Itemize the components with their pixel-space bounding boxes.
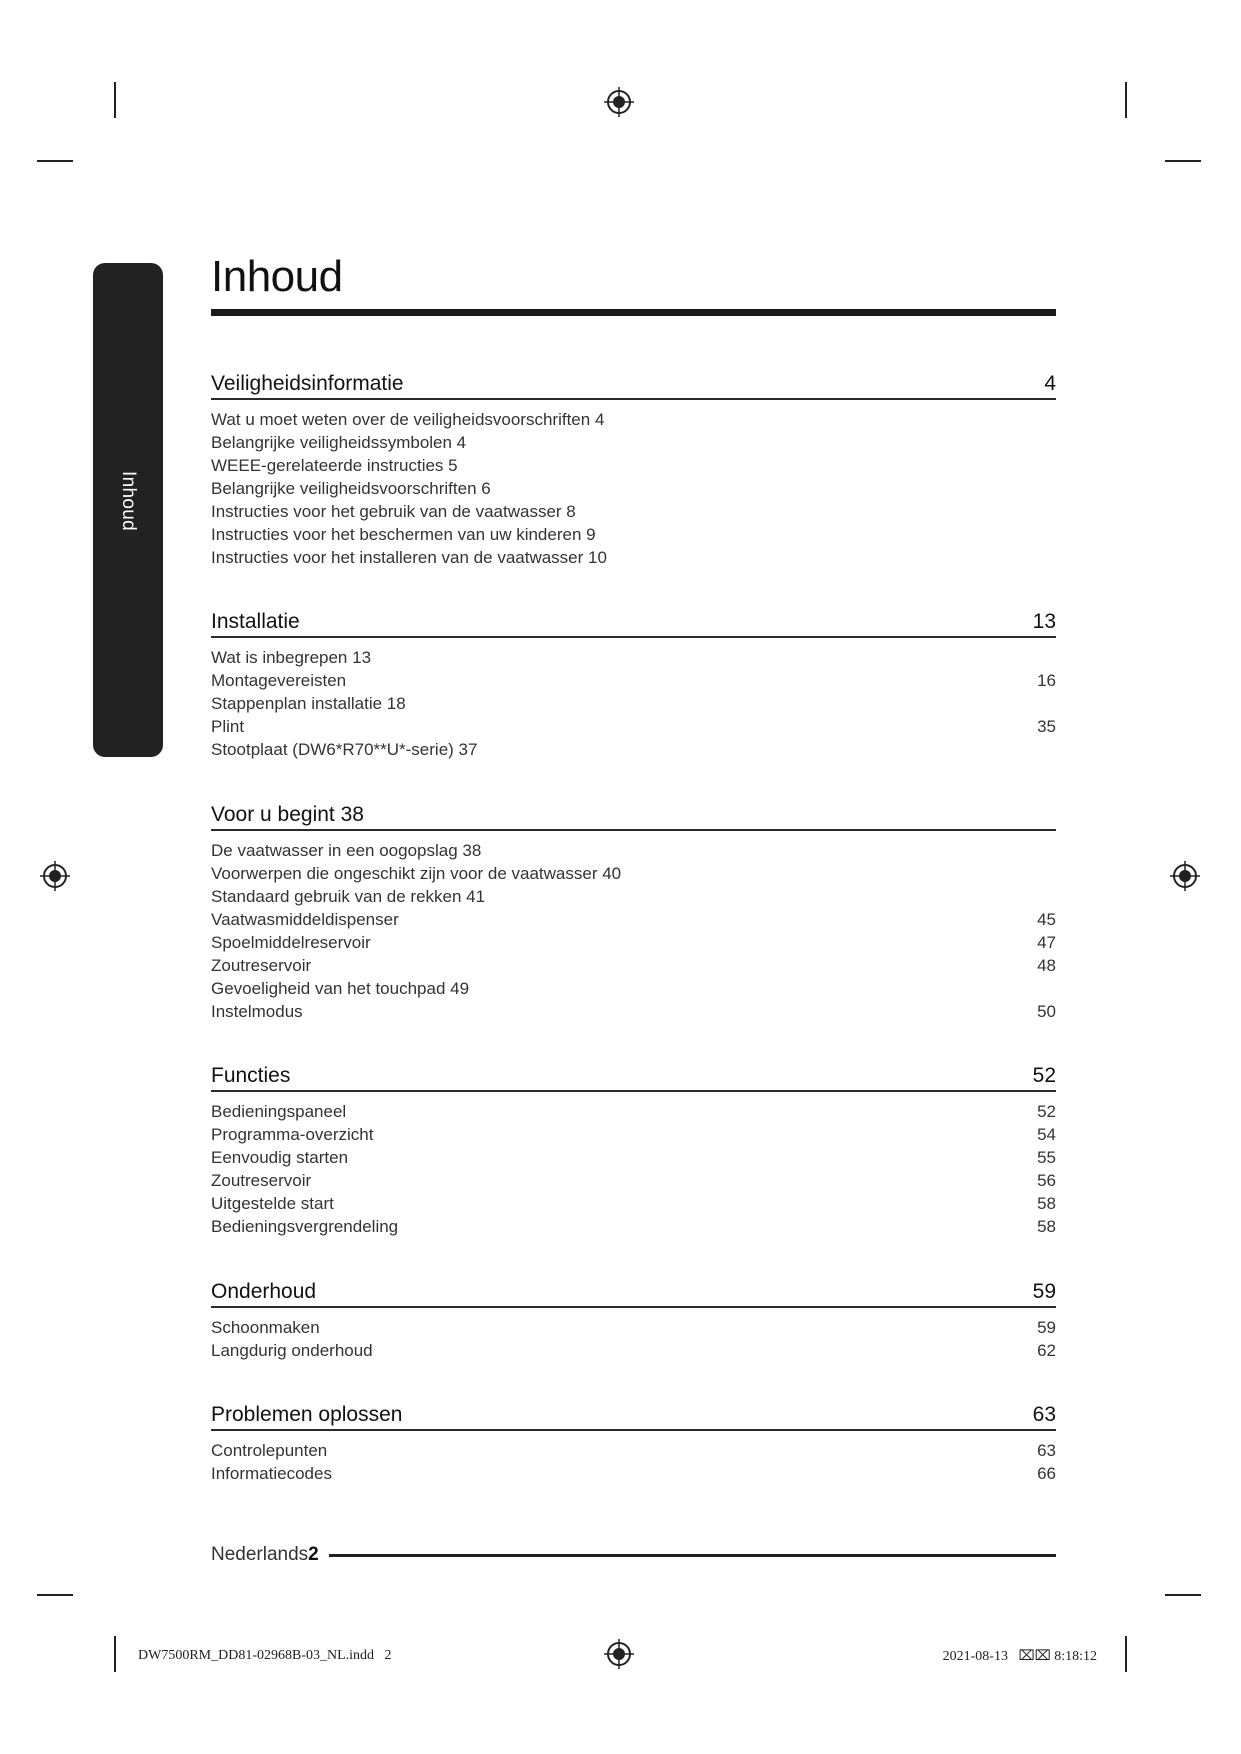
registration-mark-icon bbox=[1169, 860, 1201, 892]
section-title[interactable]: Installatie bbox=[211, 610, 300, 633]
section-title[interactable]: Voor u begint 38 bbox=[211, 803, 364, 826]
toc-item-label[interactable]: Wat u moet weten over de veiligheidsvoorschriften 4 bbox=[211, 410, 605, 429]
toc-item-label[interactable]: Plint bbox=[211, 717, 245, 736]
toc-item[interactable] bbox=[211, 1000, 1056, 1023]
footer-language: Nederlands bbox=[211, 1544, 309, 1565]
toc-item[interactable] bbox=[211, 646, 1056, 669]
toc-item[interactable] bbox=[211, 977, 1056, 1000]
crop-mark bbox=[1165, 160, 1201, 162]
toc-item[interactable] bbox=[211, 431, 1056, 454]
toc-item[interactable] bbox=[211, 715, 1056, 738]
toc-item-label[interactable]: Langdurig onderhoud bbox=[211, 1341, 373, 1360]
toc-item-label[interactable]: Instructies voor het gebruik van de vaatwasser 8 bbox=[211, 502, 576, 521]
toc-item-label[interactable]: Vaatwasmiddeldispenser bbox=[211, 910, 399, 929]
section-page: 13 bbox=[1032, 610, 1056, 633]
toc-section bbox=[211, 1397, 1056, 1485]
toc-item[interactable] bbox=[211, 669, 1056, 692]
section-title[interactable]: Problemen oplossen bbox=[211, 1403, 403, 1426]
page-title: Inhoud bbox=[211, 252, 343, 301]
toc-item-page: 58 bbox=[1037, 1217, 1056, 1236]
toc-item-page: 16 bbox=[1037, 671, 1056, 690]
toc-item-label[interactable]: Standaard gebruik van de rekken 41 bbox=[211, 887, 486, 906]
section-header[interactable] bbox=[211, 366, 1056, 400]
toc-item-label[interactable]: Bedieningsvergrendeling bbox=[211, 1217, 399, 1236]
toc-item-page: 45 bbox=[1037, 910, 1056, 929]
toc-item-page: 59 bbox=[1037, 1318, 1056, 1337]
toc-item-page: 54 bbox=[1037, 1125, 1056, 1144]
crop-mark bbox=[1165, 1594, 1201, 1596]
toc-item-page: 47 bbox=[1037, 933, 1056, 952]
toc-item-label[interactable]: Instructies voor het beschermen van uw kinderen 9 bbox=[211, 525, 596, 544]
toc-item-label[interactable]: Wat is inbegrepen 13 bbox=[211, 648, 372, 667]
toc-item-page: 56 bbox=[1037, 1171, 1056, 1190]
print-slug-file: DW7500RM_DD81-02968B-03_NL.indd 2 bbox=[138, 1648, 392, 1663]
crop-mark bbox=[114, 1636, 116, 1672]
toc-item-label[interactable]: Zoutreservoir bbox=[211, 956, 312, 975]
crop-mark bbox=[37, 1594, 73, 1596]
toc-item[interactable] bbox=[211, 523, 1056, 546]
toc-item[interactable] bbox=[211, 500, 1056, 523]
section-header[interactable] bbox=[211, 797, 1056, 831]
crop-mark bbox=[114, 82, 116, 118]
toc-item[interactable] bbox=[211, 908, 1056, 931]
toc-item-label[interactable]: Controlepunten bbox=[211, 1441, 328, 1460]
toc-item[interactable] bbox=[211, 1192, 1056, 1215]
toc-item[interactable] bbox=[211, 546, 1056, 569]
toc-item-label[interactable]: Uitgestelde start bbox=[211, 1194, 334, 1213]
toc-item-label[interactable]: Schoonmaken bbox=[211, 1318, 320, 1337]
toc-item-page: 63 bbox=[1037, 1441, 1056, 1460]
toc-item-page: 66 bbox=[1037, 1464, 1056, 1483]
toc-item-label[interactable]: WEEE-gerelateerde instructies 5 bbox=[211, 456, 458, 475]
toc-item[interactable] bbox=[211, 1100, 1056, 1123]
toc-item-label[interactable]: Voorwerpen die ongeschikt zijn voor de vaatwasser 40 bbox=[211, 864, 622, 883]
toc-item-page: 58 bbox=[1037, 1194, 1056, 1213]
toc-item-page: 62 bbox=[1037, 1341, 1056, 1360]
footer-page-number: 2 bbox=[308, 1544, 319, 1565]
toc-item[interactable] bbox=[211, 692, 1056, 715]
section-title[interactable]: Onderhoud bbox=[211, 1280, 317, 1303]
footer-rule bbox=[329, 1554, 1056, 1557]
toc-item-label[interactable]: Zoutreservoir bbox=[211, 1171, 312, 1190]
toc-item-label[interactable]: Bedieningspaneel bbox=[211, 1102, 347, 1121]
toc-section bbox=[211, 1274, 1056, 1362]
page-footer bbox=[211, 1544, 1056, 1566]
toc-item-label[interactable]: Belangrijke veiligheidssymbolen 4 bbox=[211, 433, 467, 452]
toc-item[interactable] bbox=[211, 1439, 1056, 1462]
toc-item[interactable] bbox=[211, 885, 1056, 908]
toc-item-page: 35 bbox=[1037, 717, 1056, 736]
toc-item[interactable] bbox=[211, 862, 1056, 885]
section-page: 52 bbox=[1032, 1064, 1056, 1087]
toc-item[interactable] bbox=[211, 931, 1056, 954]
toc-item[interactable] bbox=[211, 477, 1056, 500]
section-page: 59 bbox=[1032, 1280, 1056, 1303]
toc-item-label[interactable]: Montagevereisten bbox=[211, 671, 347, 690]
section-header[interactable] bbox=[211, 1274, 1056, 1308]
toc-item-label[interactable]: Belangrijke veiligheidsvoorschriften 6 bbox=[211, 479, 491, 498]
toc-section bbox=[211, 797, 1056, 1023]
toc-item[interactable] bbox=[211, 954, 1056, 977]
crop-mark bbox=[37, 160, 73, 162]
toc-item-label[interactable]: Stootplaat (DW6*R70**U*-serie) 37 bbox=[211, 740, 478, 759]
section-header[interactable] bbox=[211, 1397, 1056, 1431]
toc-item[interactable] bbox=[211, 1215, 1056, 1238]
toc-item-label[interactable]: Spoelmiddelreservoir bbox=[211, 933, 371, 952]
section-header[interactable] bbox=[211, 604, 1056, 638]
toc-item-page: 52 bbox=[1037, 1102, 1056, 1121]
toc-item-label[interactable]: Instelmodus bbox=[211, 1002, 303, 1021]
section-title[interactable]: Veiligheidsinformatie bbox=[211, 372, 404, 395]
section-page: 4 bbox=[1044, 372, 1056, 395]
toc-section bbox=[211, 604, 1056, 761]
title-rule bbox=[211, 309, 1056, 316]
side-tab-label: Inhoud bbox=[118, 471, 139, 531]
toc-item-label[interactable]: Gevoeligheid van het touchpad 49 bbox=[211, 979, 470, 998]
toc-section bbox=[211, 366, 1056, 569]
toc-item[interactable] bbox=[211, 408, 1056, 431]
toc-item-label[interactable]: Eenvoudig starten bbox=[211, 1148, 349, 1167]
toc-item-label[interactable]: Instructies voor het installeren van de vaatwasser 10 bbox=[211, 548, 607, 567]
toc-item[interactable] bbox=[211, 839, 1056, 862]
toc-item[interactable] bbox=[211, 738, 1056, 761]
toc-item-page: 50 bbox=[1037, 1002, 1056, 1021]
side-tab bbox=[93, 263, 163, 757]
registration-mark-icon bbox=[603, 1638, 635, 1670]
crop-mark bbox=[1125, 1636, 1127, 1672]
toc-item-page: 55 bbox=[1037, 1148, 1056, 1167]
toc-item[interactable] bbox=[211, 1462, 1056, 1485]
toc-item[interactable] bbox=[211, 454, 1056, 477]
section-page: 63 bbox=[1032, 1403, 1056, 1426]
registration-mark-icon bbox=[39, 860, 71, 892]
section-title[interactable]: Functies bbox=[211, 1064, 291, 1087]
toc-item-label[interactable]: Stappenplan installatie 18 bbox=[211, 694, 406, 713]
section-header[interactable] bbox=[211, 1058, 1056, 1092]
toc-section bbox=[211, 1058, 1056, 1238]
toc-item[interactable] bbox=[211, 1339, 1056, 1362]
toc-item-label[interactable]: Programma-overzicht bbox=[211, 1125, 374, 1144]
toc-item[interactable] bbox=[211, 1123, 1056, 1146]
toc-item-label[interactable]: De vaatwasser in een oogopslag 38 bbox=[211, 841, 482, 860]
toc-item[interactable] bbox=[211, 1169, 1056, 1192]
crop-mark bbox=[1125, 82, 1127, 118]
print-slug-timestamp: 2021-08-13 ⌧⌧ 8:18:12 bbox=[942, 1649, 1097, 1664]
toc-item-label[interactable]: Informatiecodes bbox=[211, 1464, 332, 1483]
toc-item-page: 48 bbox=[1037, 956, 1056, 975]
toc-item[interactable] bbox=[211, 1316, 1056, 1339]
toc-item[interactable] bbox=[211, 1146, 1056, 1169]
registration-mark-icon bbox=[603, 86, 635, 118]
